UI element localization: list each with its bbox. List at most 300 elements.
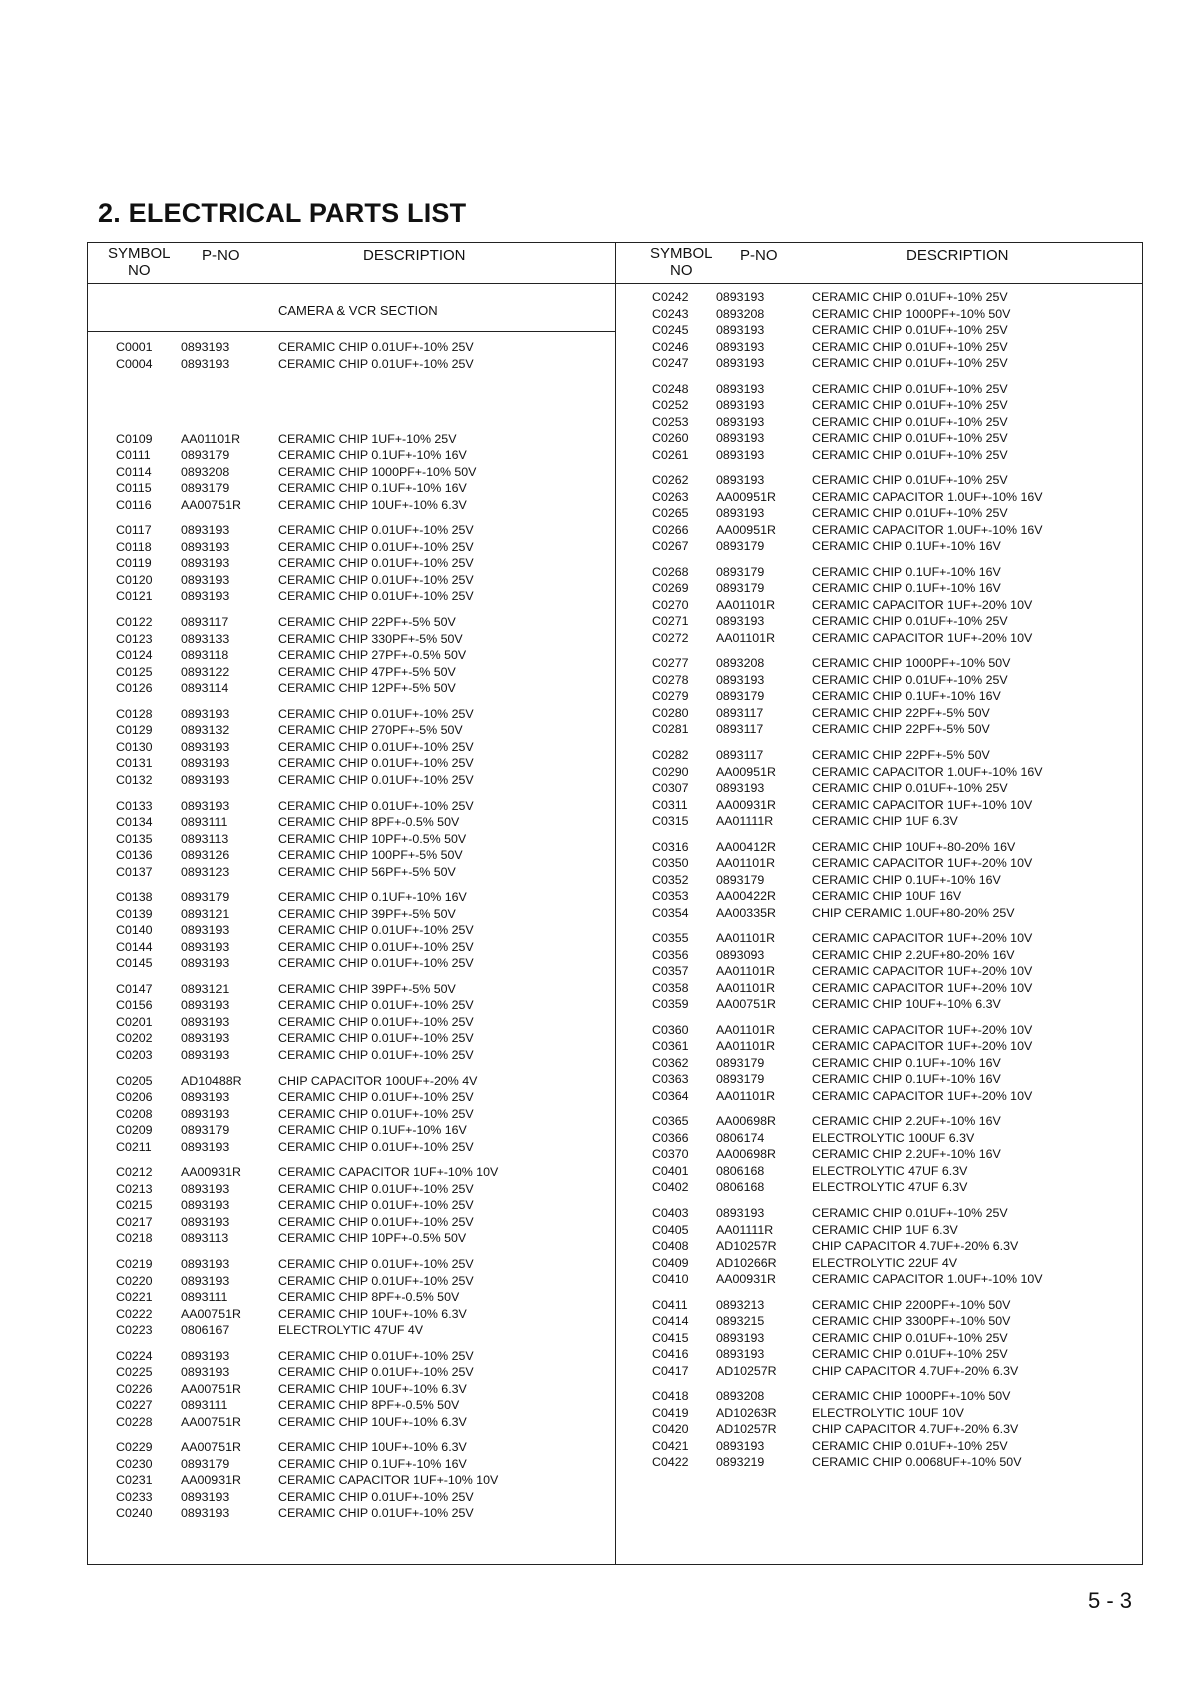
table-row xyxy=(616,597,1142,614)
table-row xyxy=(616,1071,1142,1088)
table-row xyxy=(616,322,1142,339)
table-row xyxy=(88,706,615,723)
table-row xyxy=(88,1181,615,1198)
symbol-no-cell: C0001 xyxy=(116,340,153,354)
symbol-no-cell: C0226 xyxy=(116,1381,153,1396)
table-row xyxy=(88,864,615,881)
table-row xyxy=(88,1047,615,1064)
table-row xyxy=(616,564,1142,581)
table-row xyxy=(88,1456,615,1473)
description-cell: CERAMIC CAPACITOR 1UF+-10% 10V xyxy=(278,1165,499,1180)
description-cell: ELECTROLYTIC 22UF 4V xyxy=(812,1255,958,1270)
table-row xyxy=(616,505,1142,522)
symbol-no-cell: C0357 xyxy=(652,964,689,979)
description-cell: CERAMIC CHIP 0.1UF+-10% 16V xyxy=(812,872,1001,887)
part-no-cell: 0893179 xyxy=(181,481,230,496)
description-cell: CERAMIC CHIP 0.01UF+-10% 25V xyxy=(278,939,474,954)
part-no-cell: 0893111 xyxy=(181,1398,228,1413)
description-cell: CERAMIC CHIP 0.1UF+-10% 16V xyxy=(278,1456,467,1471)
symbol-no-cell: C0421 xyxy=(652,1438,689,1453)
symbol-no-cell: C0402 xyxy=(652,1180,689,1195)
table-row xyxy=(616,780,1142,797)
part-no-cell: AA00931R xyxy=(181,1165,241,1180)
symbol-no-cell: C0290 xyxy=(652,764,689,779)
description-cell: CERAMIC CHIP 0.01UF+-10% 25V xyxy=(812,1438,1008,1453)
symbol-no-cell: C0262 xyxy=(652,473,689,488)
description-cell: CERAMIC CHIP 0.01UF+-10% 25V xyxy=(278,739,474,754)
table-row xyxy=(88,1106,615,1123)
table-row xyxy=(616,1146,1142,1163)
part-no-cell: 0893193 xyxy=(716,339,765,354)
header-pno: P-NO xyxy=(740,247,778,264)
part-no-cell: 0893193 xyxy=(181,340,230,354)
symbol-no-cell: C0252 xyxy=(652,398,689,413)
part-group xyxy=(616,1113,1142,1196)
part-no-cell: 0893117 xyxy=(716,705,764,720)
description-cell: CERAMIC CAPACITOR 1UF+-10% 10V xyxy=(278,1473,499,1488)
table-row xyxy=(88,1014,615,1031)
description-cell: CERAMIC CHIP 10UF+-10% 6.3V xyxy=(278,1381,467,1396)
description-cell: CERAMIC CHIP 12PF+-5% 50V xyxy=(278,681,456,696)
part-no-cell: 0893113 xyxy=(181,831,229,846)
symbol-no-cell: C0233 xyxy=(116,1489,153,1504)
table-row xyxy=(616,1022,1142,1039)
header-description: DESCRIPTION xyxy=(906,247,1009,264)
table-row xyxy=(88,1030,615,1047)
part-no-cell: 0893179 xyxy=(716,1055,765,1070)
left-column xyxy=(88,243,615,1564)
part-group xyxy=(88,1164,615,1247)
symbol-no-cell: C0139 xyxy=(116,906,153,921)
symbol-no-cell: C0243 xyxy=(652,306,689,321)
symbol-no-cell: C0222 xyxy=(116,1306,153,1321)
description-cell: CERAMIC CHIP 0.01UF+-10% 25V xyxy=(278,340,474,354)
part-no-cell: AD10257R xyxy=(716,1422,777,1437)
part-no-cell: 0893193 xyxy=(181,923,230,938)
symbol-no-cell: C0307 xyxy=(652,781,689,795)
symbol-no-cell: C0135 xyxy=(116,831,153,846)
part-no-cell: 0893193 xyxy=(716,506,765,521)
part-no-cell: 0893179 xyxy=(181,1123,230,1138)
table-row xyxy=(88,680,615,697)
symbol-no-cell: C0224 xyxy=(116,1348,153,1363)
table-row xyxy=(88,847,615,864)
table-row xyxy=(616,813,1142,830)
table-header xyxy=(616,243,1142,284)
part-no-cell: 0893193 xyxy=(716,381,765,396)
symbol-no-cell: C0111 xyxy=(116,448,151,463)
table-row xyxy=(616,688,1142,705)
symbol-no-cell: C0114 xyxy=(116,464,152,479)
symbol-no-cell: C0219 xyxy=(116,1257,153,1271)
description-cell: CERAMIC CHIP 2.2UF+80-20% 16V xyxy=(812,947,1015,962)
symbol-no-cell: C0220 xyxy=(116,1273,153,1288)
symbol-no-cell: C0145 xyxy=(116,956,153,971)
table-row xyxy=(616,630,1142,647)
description-cell: CERAMIC CAPACITOR 1UF+-20% 10V xyxy=(812,597,1033,612)
part-no-cell: 0893193 xyxy=(181,589,230,604)
table-row xyxy=(616,1271,1142,1288)
table-row xyxy=(616,339,1142,356)
description-cell: CERAMIC CHIP 0.01UF+-10% 25V xyxy=(812,506,1008,521)
table-row xyxy=(88,1256,615,1273)
symbol-no-cell: C0124 xyxy=(116,648,153,663)
table-row xyxy=(88,614,615,631)
table-row xyxy=(88,1505,615,1522)
symbol-no-cell: C0417 xyxy=(652,1363,689,1378)
part-no-cell: 0893193 xyxy=(181,706,230,721)
part-no-cell: 0893193 xyxy=(181,539,230,554)
table-row xyxy=(88,539,615,556)
description-cell: CERAMIC CHIP 0.01UF+-10% 25V xyxy=(278,1139,474,1154)
part-no-cell: AA01101R xyxy=(716,597,776,612)
part-no-cell: 0893193 xyxy=(181,798,230,813)
left-body xyxy=(88,283,615,1564)
part-no-cell: 0893193 xyxy=(181,572,230,587)
description-cell: CERAMIC CAPACITOR 1UF+-20% 10V xyxy=(812,964,1033,979)
part-no-cell: AA00931R xyxy=(716,797,776,812)
table-row xyxy=(616,489,1142,506)
description-cell: CERAMIC CHIP 0.1UF+-10% 16V xyxy=(812,564,1001,579)
description-cell: CERAMIC CHIP 0.01UF+-10% 25V xyxy=(278,798,474,813)
part-no-cell: 0893193 xyxy=(181,1489,230,1504)
table-row xyxy=(88,922,615,939)
description-cell: CERAMIC CHIP 0.01UF+-10% 25V xyxy=(278,1506,474,1521)
table-row xyxy=(88,431,615,448)
description-cell: CERAMIC CHIP 1UF+-10% 25V xyxy=(278,431,457,446)
description-cell: CERAMIC CHIP 10UF+-10% 6.3V xyxy=(278,1306,467,1321)
table-row xyxy=(88,1472,615,1489)
description-cell: CERAMIC CHIP 47PF+-5% 50V xyxy=(278,664,456,679)
part-group xyxy=(616,381,1142,464)
symbol-no-cell: C0410 xyxy=(652,1272,689,1286)
part-no-cell: AA01111R xyxy=(716,1222,774,1237)
symbol-no-cell: C0362 xyxy=(652,1055,689,1070)
part-no-cell: 0893193 xyxy=(181,1181,230,1196)
table-row xyxy=(616,306,1142,323)
symbol-no-cell: C0203 xyxy=(116,1047,153,1062)
table-row xyxy=(616,1238,1142,1255)
part-group xyxy=(616,930,1142,1013)
symbol-no-cell: C0361 xyxy=(652,1039,689,1054)
description-cell: CERAMIC CHIP 39PF+-5% 50V xyxy=(278,981,456,996)
symbol-no-cell: C0270 xyxy=(652,597,689,612)
part-group xyxy=(616,1297,1142,1380)
part-no-cell: 0893193 xyxy=(181,998,230,1013)
table-row xyxy=(88,480,615,497)
symbol-no-cell: C0122 xyxy=(116,615,153,630)
part-no-cell: AD10257R xyxy=(716,1239,777,1253)
symbol-no-cell: C0245 xyxy=(652,323,689,337)
description-cell: CERAMIC CHIP 56PF+-5% 50V xyxy=(278,864,456,879)
description-cell: CERAMIC CHIP 0.01UF+-10% 25V xyxy=(812,1330,1008,1345)
part-group xyxy=(88,1256,615,1339)
part-no-cell: AA00751R xyxy=(716,997,776,1012)
description-cell: ELECTROLYTIC 47UF 6.3V xyxy=(812,1180,968,1195)
part-no-cell: 0893193 xyxy=(181,1257,230,1271)
table-row xyxy=(616,1205,1142,1222)
symbol-no-cell: C0261 xyxy=(652,447,689,462)
part-no-cell: AA01101R xyxy=(716,931,776,946)
table-row xyxy=(616,747,1142,764)
symbol-no-cell: C0419 xyxy=(652,1405,689,1420)
part-no-cell: 0893179 xyxy=(716,539,765,554)
part-group xyxy=(88,706,615,789)
table-row xyxy=(88,588,615,605)
part-no-cell: 0893179 xyxy=(716,872,765,887)
symbol-no-cell: C0227 xyxy=(116,1398,153,1413)
part-group xyxy=(616,289,1142,372)
part-no-cell: AA00751R xyxy=(181,1306,241,1321)
table-row xyxy=(616,655,1142,672)
description-cell: ELECTROLYTIC 47UF 4V xyxy=(278,1323,424,1337)
symbol-no-cell: C0213 xyxy=(116,1181,153,1196)
table-row xyxy=(88,647,615,664)
symbol-no-cell: C0365 xyxy=(652,1114,689,1129)
description-cell: ELECTROLYTIC 100UF 6.3V xyxy=(812,1130,975,1145)
table-row xyxy=(616,1055,1142,1072)
part-group xyxy=(616,1388,1142,1471)
table-row xyxy=(88,906,615,923)
table-row xyxy=(88,1397,615,1414)
part-no-cell: 0893111 xyxy=(181,1290,228,1304)
description-cell: CERAMIC CAPACITOR 1UF+-10% 10V xyxy=(812,797,1033,812)
description-cell: CHIP CAPACITOR 4.7UF+-20% 6.3V xyxy=(812,1239,1019,1253)
table-row xyxy=(616,980,1142,997)
description-cell: CERAMIC CHIP 0.01UF+-10% 25V xyxy=(278,923,474,938)
description-cell: CERAMIC CHIP 0.01UF+-10% 25V xyxy=(278,1090,474,1105)
table-row xyxy=(616,538,1142,555)
part-no-cell: 0893121 xyxy=(181,981,230,996)
part-no-cell: 0893193 xyxy=(181,1214,230,1229)
table-row xyxy=(88,1197,615,1214)
description-cell: CERAMIC CAPACITOR 1.0UF+-10% 16V xyxy=(812,764,1043,779)
description-cell: CERAMIC CHIP 10UF 16V xyxy=(812,889,962,904)
part-no-cell: AD10488R xyxy=(181,1073,242,1088)
description-cell: ELECTROLYTIC 10UF 10V xyxy=(812,1405,964,1420)
symbol-no-cell: C0211 xyxy=(116,1139,152,1154)
table-row xyxy=(616,855,1142,872)
table-row xyxy=(616,1438,1142,1455)
description-cell: CERAMIC CHIP 0.01UF+-10% 25V xyxy=(278,956,474,971)
table-row xyxy=(616,1388,1142,1405)
symbol-no-cell: C0420 xyxy=(652,1422,689,1437)
table-row xyxy=(88,572,615,589)
description-cell: ELECTROLYTIC 47UF 6.3V xyxy=(812,1163,968,1178)
part-no-cell: 0893179 xyxy=(181,1456,230,1471)
parts-table xyxy=(87,242,1143,1565)
part-no-cell: AA00751R xyxy=(181,1414,241,1429)
description-cell: CERAMIC CHIP 0.1UF+-10% 16V xyxy=(812,689,1001,704)
symbol-no-cell: C0126 xyxy=(116,681,153,696)
symbol-no-cell: C0201 xyxy=(116,1014,153,1029)
description-cell: CERAMIC CHIP 8PF+-0.5% 50V xyxy=(278,815,460,829)
part-group xyxy=(88,522,615,605)
description-cell: CERAMIC CHIP 0.1UF+-10% 16V xyxy=(278,1123,467,1138)
table-row xyxy=(88,664,615,681)
description-cell: CERAMIC CHIP 0.0068UF+-10% 50V xyxy=(812,1455,1022,1470)
description-cell: CERAMIC CHIP 0.01UF+-10% 25V xyxy=(812,323,1008,337)
part-no-cell: 0893193 xyxy=(181,1031,230,1046)
description-cell: CERAMIC CAPACITOR 1UF+-20% 10V xyxy=(812,1039,1033,1054)
part-no-cell: AA01101R xyxy=(716,1039,776,1054)
symbol-no-cell: C0109 xyxy=(116,431,153,446)
symbol-no-cell: C0130 xyxy=(116,739,153,754)
table-row xyxy=(616,430,1142,447)
part-no-cell: 0893193 xyxy=(716,1347,765,1362)
description-cell: CERAMIC CHIP 0.01UF+-10% 25V xyxy=(812,447,1008,462)
symbol-no-cell: C0279 xyxy=(652,689,689,704)
symbol-no-cell: C0311 xyxy=(652,797,688,812)
description-cell: CERAMIC CHIP 270PF+-5% 50V xyxy=(278,723,463,738)
table-row xyxy=(616,1038,1142,1055)
table-row xyxy=(88,739,615,756)
description-cell: CERAMIC CAPACITOR 1UF+-20% 10V xyxy=(812,1088,1033,1103)
table-row xyxy=(616,888,1142,905)
symbol-no-cell: C0360 xyxy=(652,1022,689,1037)
description-cell: CERAMIC CHIP 0.01UF+-10% 25V xyxy=(278,1198,474,1213)
table-row xyxy=(616,1363,1142,1380)
table-row xyxy=(616,1454,1142,1471)
symbol-no-cell: C0359 xyxy=(652,997,689,1012)
part-no-cell: 0893117 xyxy=(181,615,229,630)
table-row xyxy=(616,705,1142,722)
description-cell: CERAMIC CHIP 0.01UF+-10% 25V xyxy=(278,589,474,604)
symbol-no-cell: C0316 xyxy=(652,839,689,854)
table-row xyxy=(616,289,1142,306)
symbol-no-cell: C0281 xyxy=(652,722,689,737)
description-cell: CERAMIC CHIP 0.01UF+-10% 25V xyxy=(812,1206,1008,1220)
description-cell: CERAMIC CHIP 0.01UF+-10% 25V xyxy=(278,756,474,771)
part-group xyxy=(88,1348,615,1431)
description-cell: CERAMIC CHIP 0.1UF+-10% 16V xyxy=(812,581,1001,596)
symbol-no-cell: C0355 xyxy=(652,931,689,946)
table-row xyxy=(616,1313,1142,1330)
table-row xyxy=(616,872,1142,889)
header-symbol-no xyxy=(650,245,713,279)
symbol-no-cell: C0403 xyxy=(652,1206,689,1220)
description-cell: CHIP CAPACITOR 4.7UF+-20% 6.3V xyxy=(812,1363,1019,1378)
description-cell: CERAMIC CHIP 100PF+-5% 50V xyxy=(278,848,463,862)
part-no-cell: AA01101R xyxy=(716,964,776,979)
description-cell: CERAMIC CHIP 0.01UF+-10% 25V xyxy=(278,556,474,571)
table-row xyxy=(88,464,615,481)
table-row xyxy=(88,1273,615,1290)
symbol-no-cell: C0315 xyxy=(652,814,689,828)
symbol-no-cell: C0418 xyxy=(652,1389,689,1404)
part-no-cell: 0893219 xyxy=(716,1455,765,1470)
part-no-cell: AA01101R xyxy=(716,856,776,871)
table-row xyxy=(88,1489,615,1506)
description-cell: CERAMIC CHIP 0.01UF+-10% 25V xyxy=(278,1273,474,1288)
table-row xyxy=(88,939,615,956)
description-cell: CERAMIC CHIP 10UF+-80-20% 16V xyxy=(812,839,1016,854)
part-group xyxy=(88,1073,615,1156)
part-no-cell: AA00412R xyxy=(716,839,776,854)
description-cell: CERAMIC CHIP 0.01UF+-10% 25V xyxy=(812,290,1008,304)
symbol-no-cell: C0267 xyxy=(652,539,689,554)
part-no-cell: 0893193 xyxy=(181,1506,230,1521)
part-no-cell: AA00951R xyxy=(716,489,776,504)
description-cell: CERAMIC CAPACITOR 1.0UF+-10% 16V xyxy=(812,489,1043,504)
description-cell: CERAMIC CHIP 0.01UF+-10% 25V xyxy=(812,781,1008,795)
symbol-no-cell: C0212 xyxy=(116,1165,153,1180)
part-group xyxy=(616,472,1142,555)
symbol-no-cell: C0116 xyxy=(116,497,152,512)
symbol-no-cell: C0409 xyxy=(652,1255,689,1270)
part-no-cell: AA00698R xyxy=(716,1147,776,1162)
description-cell: CERAMIC CHIP 0.01UF+-10% 25V xyxy=(812,473,1008,488)
symbol-no-cell: C0231 xyxy=(116,1473,153,1488)
description-cell: CERAMIC CAPACITOR 1UF+-20% 10V xyxy=(812,980,1033,995)
description-cell: CHIP CERAMIC 1.0UF+80-20% 25V xyxy=(812,905,1015,920)
symbol-no-cell: C0248 xyxy=(652,381,689,396)
part-no-cell: 0893114 xyxy=(181,681,229,696)
symbol-no-cell: C0405 xyxy=(652,1222,689,1237)
description-cell: CERAMIC CHIP 39PF+-5% 50V xyxy=(278,906,456,921)
table-row xyxy=(616,1088,1142,1105)
description-cell: CERAMIC CHIP 0.1UF+-10% 16V xyxy=(812,1055,1001,1070)
description-cell: CERAMIC CHIP 0.01UF+-10% 25V xyxy=(812,672,1008,687)
symbol-no-cell: C0230 xyxy=(116,1456,153,1471)
part-no-cell: 0893123 xyxy=(181,864,230,879)
part-no-cell: AA00931R xyxy=(716,1272,776,1286)
part-no-cell: 0893193 xyxy=(181,756,230,771)
description-cell: CERAMIC CHIP 3300PF+-10% 50V xyxy=(812,1314,1011,1329)
symbol-no-cell: C0118 xyxy=(116,539,152,554)
description-cell: CERAMIC CHIP 0.01UF+-10% 25V xyxy=(812,381,1008,396)
part-no-cell: AA01101R xyxy=(716,980,776,995)
part-no-cell: 0893193 xyxy=(181,956,230,971)
description-cell: CERAMIC CHIP 22PF+-5% 50V xyxy=(812,748,990,762)
part-no-cell: 0893193 xyxy=(716,414,765,429)
symbol-no-cell: C0260 xyxy=(652,431,689,446)
part-no-cell: 0893179 xyxy=(716,689,765,704)
part-no-cell: 0893208 xyxy=(716,306,765,321)
description-cell: CERAMIC CHIP 8PF+-0.5% 50V xyxy=(278,1290,460,1304)
description-cell: CERAMIC CHIP 10PF+-0.5% 50V xyxy=(278,831,467,846)
symbol-no-cell: C0140 xyxy=(116,923,153,938)
part-no-cell: 0893133 xyxy=(181,631,230,646)
part-no-cell: 0893193 xyxy=(181,1348,230,1363)
description-cell: CERAMIC CHIP 1000PF+-10% 50V xyxy=(812,306,1011,321)
symbol-no-cell: C0115 xyxy=(116,481,152,496)
description-cell: CERAMIC CAPACITOR 1UF+-20% 10V xyxy=(812,856,1033,871)
part-no-cell: AD10257R xyxy=(716,1363,777,1378)
symbol-no-cell: C0247 xyxy=(652,356,689,370)
table-row xyxy=(616,1405,1142,1422)
description-cell: CHIP CAPACITOR 100UF+-20% 4V xyxy=(278,1073,478,1088)
part-no-cell: 0893193 xyxy=(716,1438,765,1453)
table-row xyxy=(616,963,1142,980)
part-group xyxy=(88,798,615,881)
symbol-no-cell: C0277 xyxy=(652,656,689,671)
table-row xyxy=(616,1222,1142,1239)
symbol-no-cell: C0147 xyxy=(116,981,153,996)
symbol-no-cell: C0217 xyxy=(116,1214,153,1229)
table-row xyxy=(616,472,1142,489)
symbol-no-cell: C0131 xyxy=(116,756,153,771)
symbol-no-cell: C0282 xyxy=(652,748,689,762)
description-cell: CERAMIC CHIP 1000PF+-10% 50V xyxy=(812,1389,1011,1404)
header-symbol-line2: NO xyxy=(670,262,693,279)
description-cell: CERAMIC CHIP 10UF+-10% 6.3V xyxy=(278,1414,467,1429)
table-row xyxy=(616,930,1142,947)
description-cell: CERAMIC CHIP 10UF+-10% 6.3V xyxy=(812,997,1001,1012)
description-cell: CERAMIC CHIP 0.01UF+-10% 25V xyxy=(812,339,1008,354)
part-group xyxy=(616,1022,1142,1105)
part-no-cell: 0893213 xyxy=(716,1297,765,1312)
